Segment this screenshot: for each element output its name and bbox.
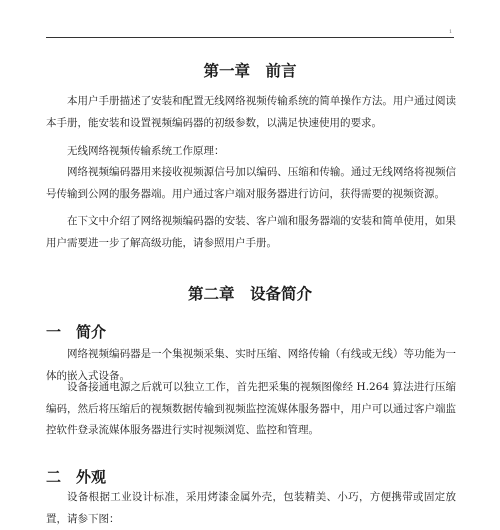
chapter1-para2-title: 无线网络视频传输系统工作原理：	[67, 145, 225, 157]
chapter1-title: 第一章 前言	[203, 61, 297, 80]
section1-para1: 网络视频编码器是一个集视频采集、实时压缩、网络传输（有线或无线）等功能为一体的嵌入式设备。	[46, 348, 456, 382]
chapter2-title: 第二章 设备简介	[187, 284, 312, 303]
section2-title: 二 外观	[46, 468, 107, 486]
chapter1-para2: 网络视频编码器用来接收视频源信号加以编码、压缩和传输。通过无线网络将视频信号传输到公网的服务器端。用户通过客户端对服务器进行访问，获得需要的视频资源。	[46, 166, 456, 200]
chapter1-para1: 本用户手册描述了安装和配置无线网络视频传输系统的简单操作方法。用户通过阅读本手册，能安装和设置视频编码器的初级参数，以满足快速使用的要求。	[46, 95, 456, 129]
chapter1-para3: 在下文中介绍了网络视频编码器的安装、客户端和服务器端的安装和简单使用，如果用户需要进一步了解高级功能，请参照用户手册。	[46, 215, 456, 249]
section1-para2: 设备接通电源之后就可以独立工作，首先把采集的视频图像经 H.264 算法进行压缩编码，然后将压缩后的视频数据传输到视频监控流媒体服务器中，用户可以通过客户端监控软件登录流媒体服务器进行实时视频浏览、监控和管理。	[46, 381, 456, 436]
header-rule	[46, 37, 454, 38]
section2-para1: 设备根据工业设计标准，采用烤漆金属外壳，包装精美、小巧，方便携带或固定放置，请参下图：	[46, 491, 456, 525]
section1-title: 一 简介	[46, 323, 107, 341]
header-mark: 1	[449, 29, 453, 35]
